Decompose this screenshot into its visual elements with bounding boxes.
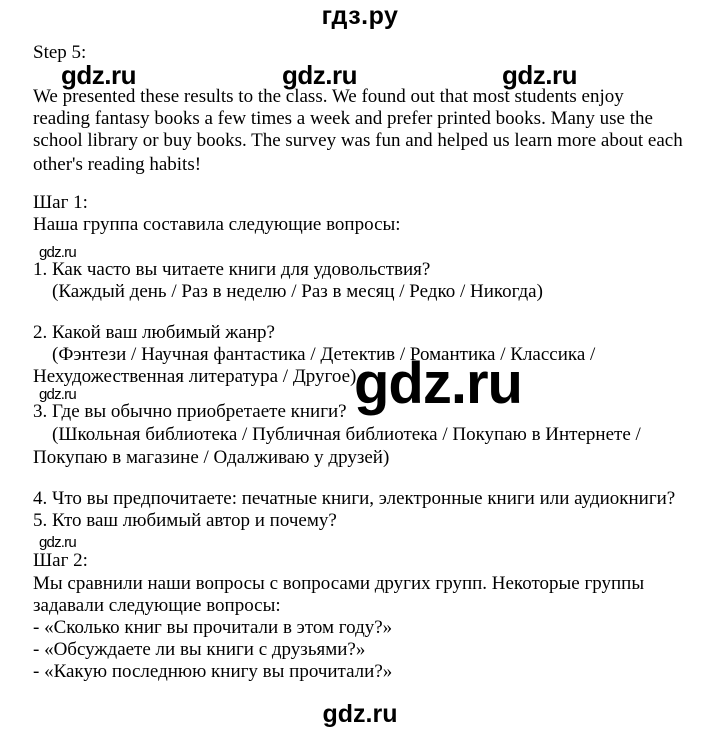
question-5: 5. Кто ваш любимый автор и почему? [33,510,337,531]
question-4: 4. Что вы предпочитаете: печатные книги, электронные книги или аудиокниги? [33,488,676,509]
site-title: гдз.ру [321,2,399,30]
step5-paragraph-line: other's reading habits! [33,154,202,175]
watermark: gdz.ru [61,60,136,90]
question-2-options: (Фэнтези / Научная фантастика / Детектив / Романтика / Классика / [52,344,596,365]
step1-intro: Наша группа составила следующие вопросы: [33,214,401,235]
step5-paragraph-line: reading fantasy books a few times a week and prefer printed books. Many use the [33,108,653,129]
question-2: 2. Какой ваш любимый жанр? [33,322,275,343]
step2-heading: Шаг 2: [33,550,88,571]
question-3-options: Покупаю в магазине / Одалживаю у друзей) [33,447,390,468]
question-2-options: Нехудожественная литература / Другое) [33,366,357,387]
footer-watermark: gdz.ru [322,700,398,728]
watermark: gdz.ru [39,534,76,551]
watermark: gdz.ru [282,60,357,90]
step2-line: Мы сравнили наши вопросы с вопросами других групп. Некоторые группы [33,573,645,594]
step2-line: задавали следующие вопросы: [33,595,281,616]
step5-paragraph-line: school library or buy books. The survey was fun and helped us learn more about each [33,130,683,151]
step2-line: - «Сколько книг вы прочитали в этом году?» [33,617,393,638]
step2-line: - «Какую последнюю книгу вы прочитали?» [33,661,393,682]
step2-line: - «Обсуждаете ли вы книги с друзьями?» [33,639,366,660]
watermark: gdz.ru [354,351,522,416]
watermark: gdz.ru [39,386,76,403]
step5-paragraph-line: We presented these results to the class. We found out that most students enjoy [33,86,624,107]
question-3: 3. Где вы обычно приобретаете книги? [33,401,347,422]
watermark: gdz.ru [39,244,76,261]
question-1: 1. Как часто вы читаете книги для удовольствия? [33,259,431,280]
step5-heading: Step 5: [33,42,87,63]
question-3-options: (Школьная библиотека / Публичная библиотека / Покупаю в Интернете / [52,424,641,445]
step1-heading: Шаг 1: [33,192,88,213]
question-1-options: (Каждый день / Раз в неделю / Раз в месяц / Редко / Никогда) [52,281,543,302]
watermark: gdz.ru [502,60,577,90]
